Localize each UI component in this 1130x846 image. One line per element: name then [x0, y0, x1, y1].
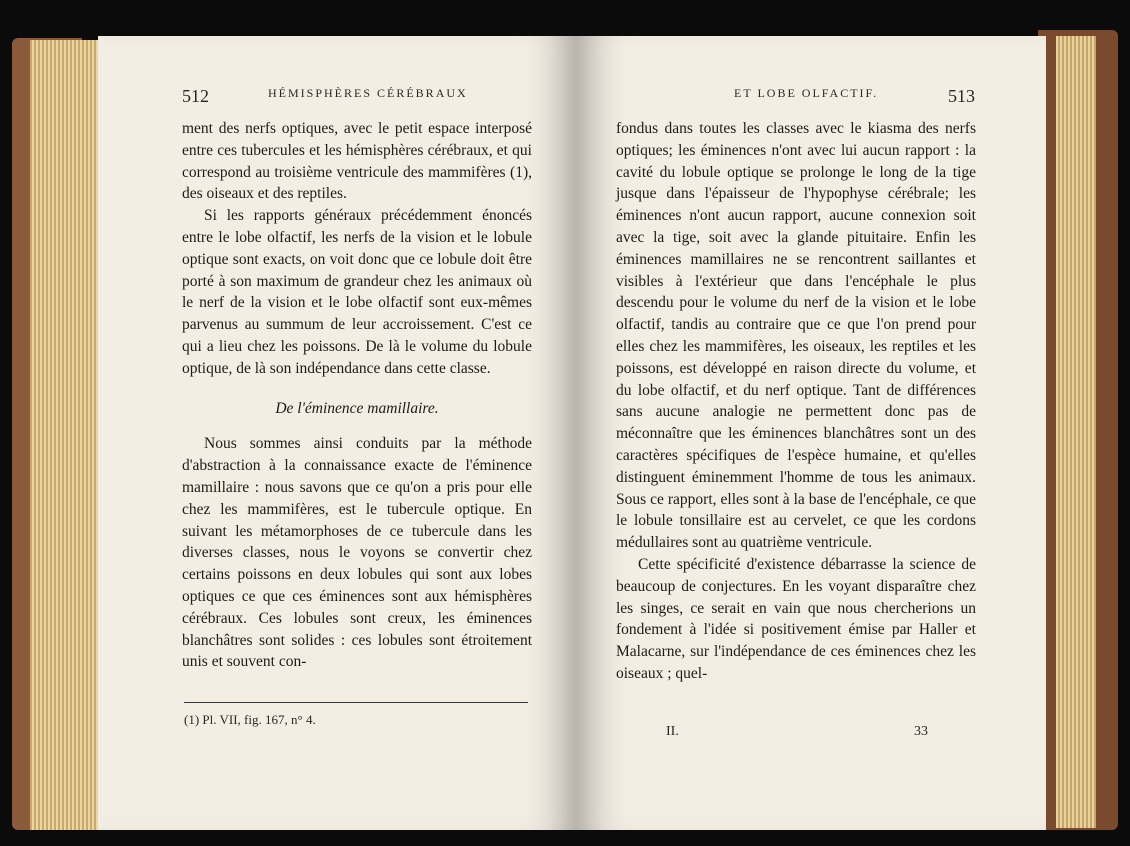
left-page	[98, 36, 576, 830]
left-running-head: HÉMISPHÈRES CÉRÉBRAUX	[268, 86, 468, 100]
footnote: (1) Pl. VII, fig. 167, n° 4.	[184, 712, 316, 727]
signature-volume: II.	[666, 724, 679, 739]
page-edges-right	[1056, 36, 1096, 828]
signature-number: 33	[914, 724, 928, 739]
right-running-head: ET LOBE OLFACTIF.	[734, 86, 879, 100]
left-paragraph-2: Si les rapports généraux précédemment énoncés entre le lobe olfactif, les nerfs de la vision et le lobule optique sont exacts, on voit donc que ce lobule doit être porté à son maximum de grandeur chez les animaux où le nerf de la vision et le lobe olfactif sont eux-mêmes parvenus au summum de leur accroissement. C'est ce qui a lieu chez les poissons. De là le volume du lobule optique, de là son indépendance dans cette classe.	[182, 207, 532, 377]
right-page	[576, 36, 1046, 830]
book-spread	[12, 30, 1118, 836]
right-page-number: 513	[948, 86, 975, 106]
left-page-body	[182, 118, 532, 673]
left-page-number: 512	[182, 86, 209, 106]
left-paragraph-1: ment des nerfs optiques, avec le petit espace interposé entre ces tubercules et les hémisphères cérébraux, et qui correspond au troisième ventricule des mammifères (1), des oiseaux et des reptiles.	[182, 120, 532, 203]
right-paragraph-1: fondus dans toutes les classes avec le kiasma des nerfs optiques; les éminences n'ont avec lui aucun rapport : la cavité du lobule optique se prolonge le long de la tige jusque dans l'épaisseur de l'hypophyse cérébrale; les éminences n'ont aucun rapport, aucune connexion soit avec la tige, soit avec la glande pituitaire. Enfin les éminences mamillaires ne se rencontrent saillantes et visibles à l'extérieur que dans l'encéphale le plus descendu pour le volume du nerf de la vision et le lobe olfactif, tandis au contraire que ce que l'on prend pour elles chez les mammifères, les oiseaux, les reptiles et les poissons, est développé en raison directe du volume, et du lobe olfactif, et du nerf optique. Tant de différences sans aucune analogie ne permettent donc pas de méconnaître que les éminences blanchâtres sont un des caractères spécifiques de l'espèce humaine, et qu'elles distinguent éminemment l'homme de tous les animaux. Sous ce rapport, elles sont à la base de l'encéphale, ce que le lobule tonsillaire est au cervelet, ce que les cordons médullaires sont au quatrième ventricule.	[616, 120, 976, 552]
right-page-body	[616, 118, 976, 685]
left-paragraph-3: Nous sommes ainsi conduits par la méthode d'abstraction à la connaissance exacte de l'éminence mamillaire : nous savons que ce qu'on a pris pour elle chez les mammifères, est le tubercule optique. En suivant les métamorphoses de ce tubercule dans les diverses classes, nous le voyons se convertir chez certains poissons en deux lobules qui sont aux lobes optiques ce que ces éminences sont aux hémisphères cérébraux. Ces lobules sont creux, les éminences blanchâtres sont solides : ces lobules sont étroitement unis et souvent con-	[182, 435, 532, 671]
section-title: De l'éminence mamillaire.	[275, 399, 439, 417]
right-paragraph-2: Cette spécificité d'existence débarrasse la science de beaucoup de conjectures. En les voyant disparaître chez les singes, ce serait en vain que nous chercherions un fondement à l'idée si positivement émise par Haller et Malacarne, sur l'indépendance de ces éminences chez les oiseaux ; quel-	[616, 555, 976, 682]
footnote-rule	[184, 702, 528, 703]
